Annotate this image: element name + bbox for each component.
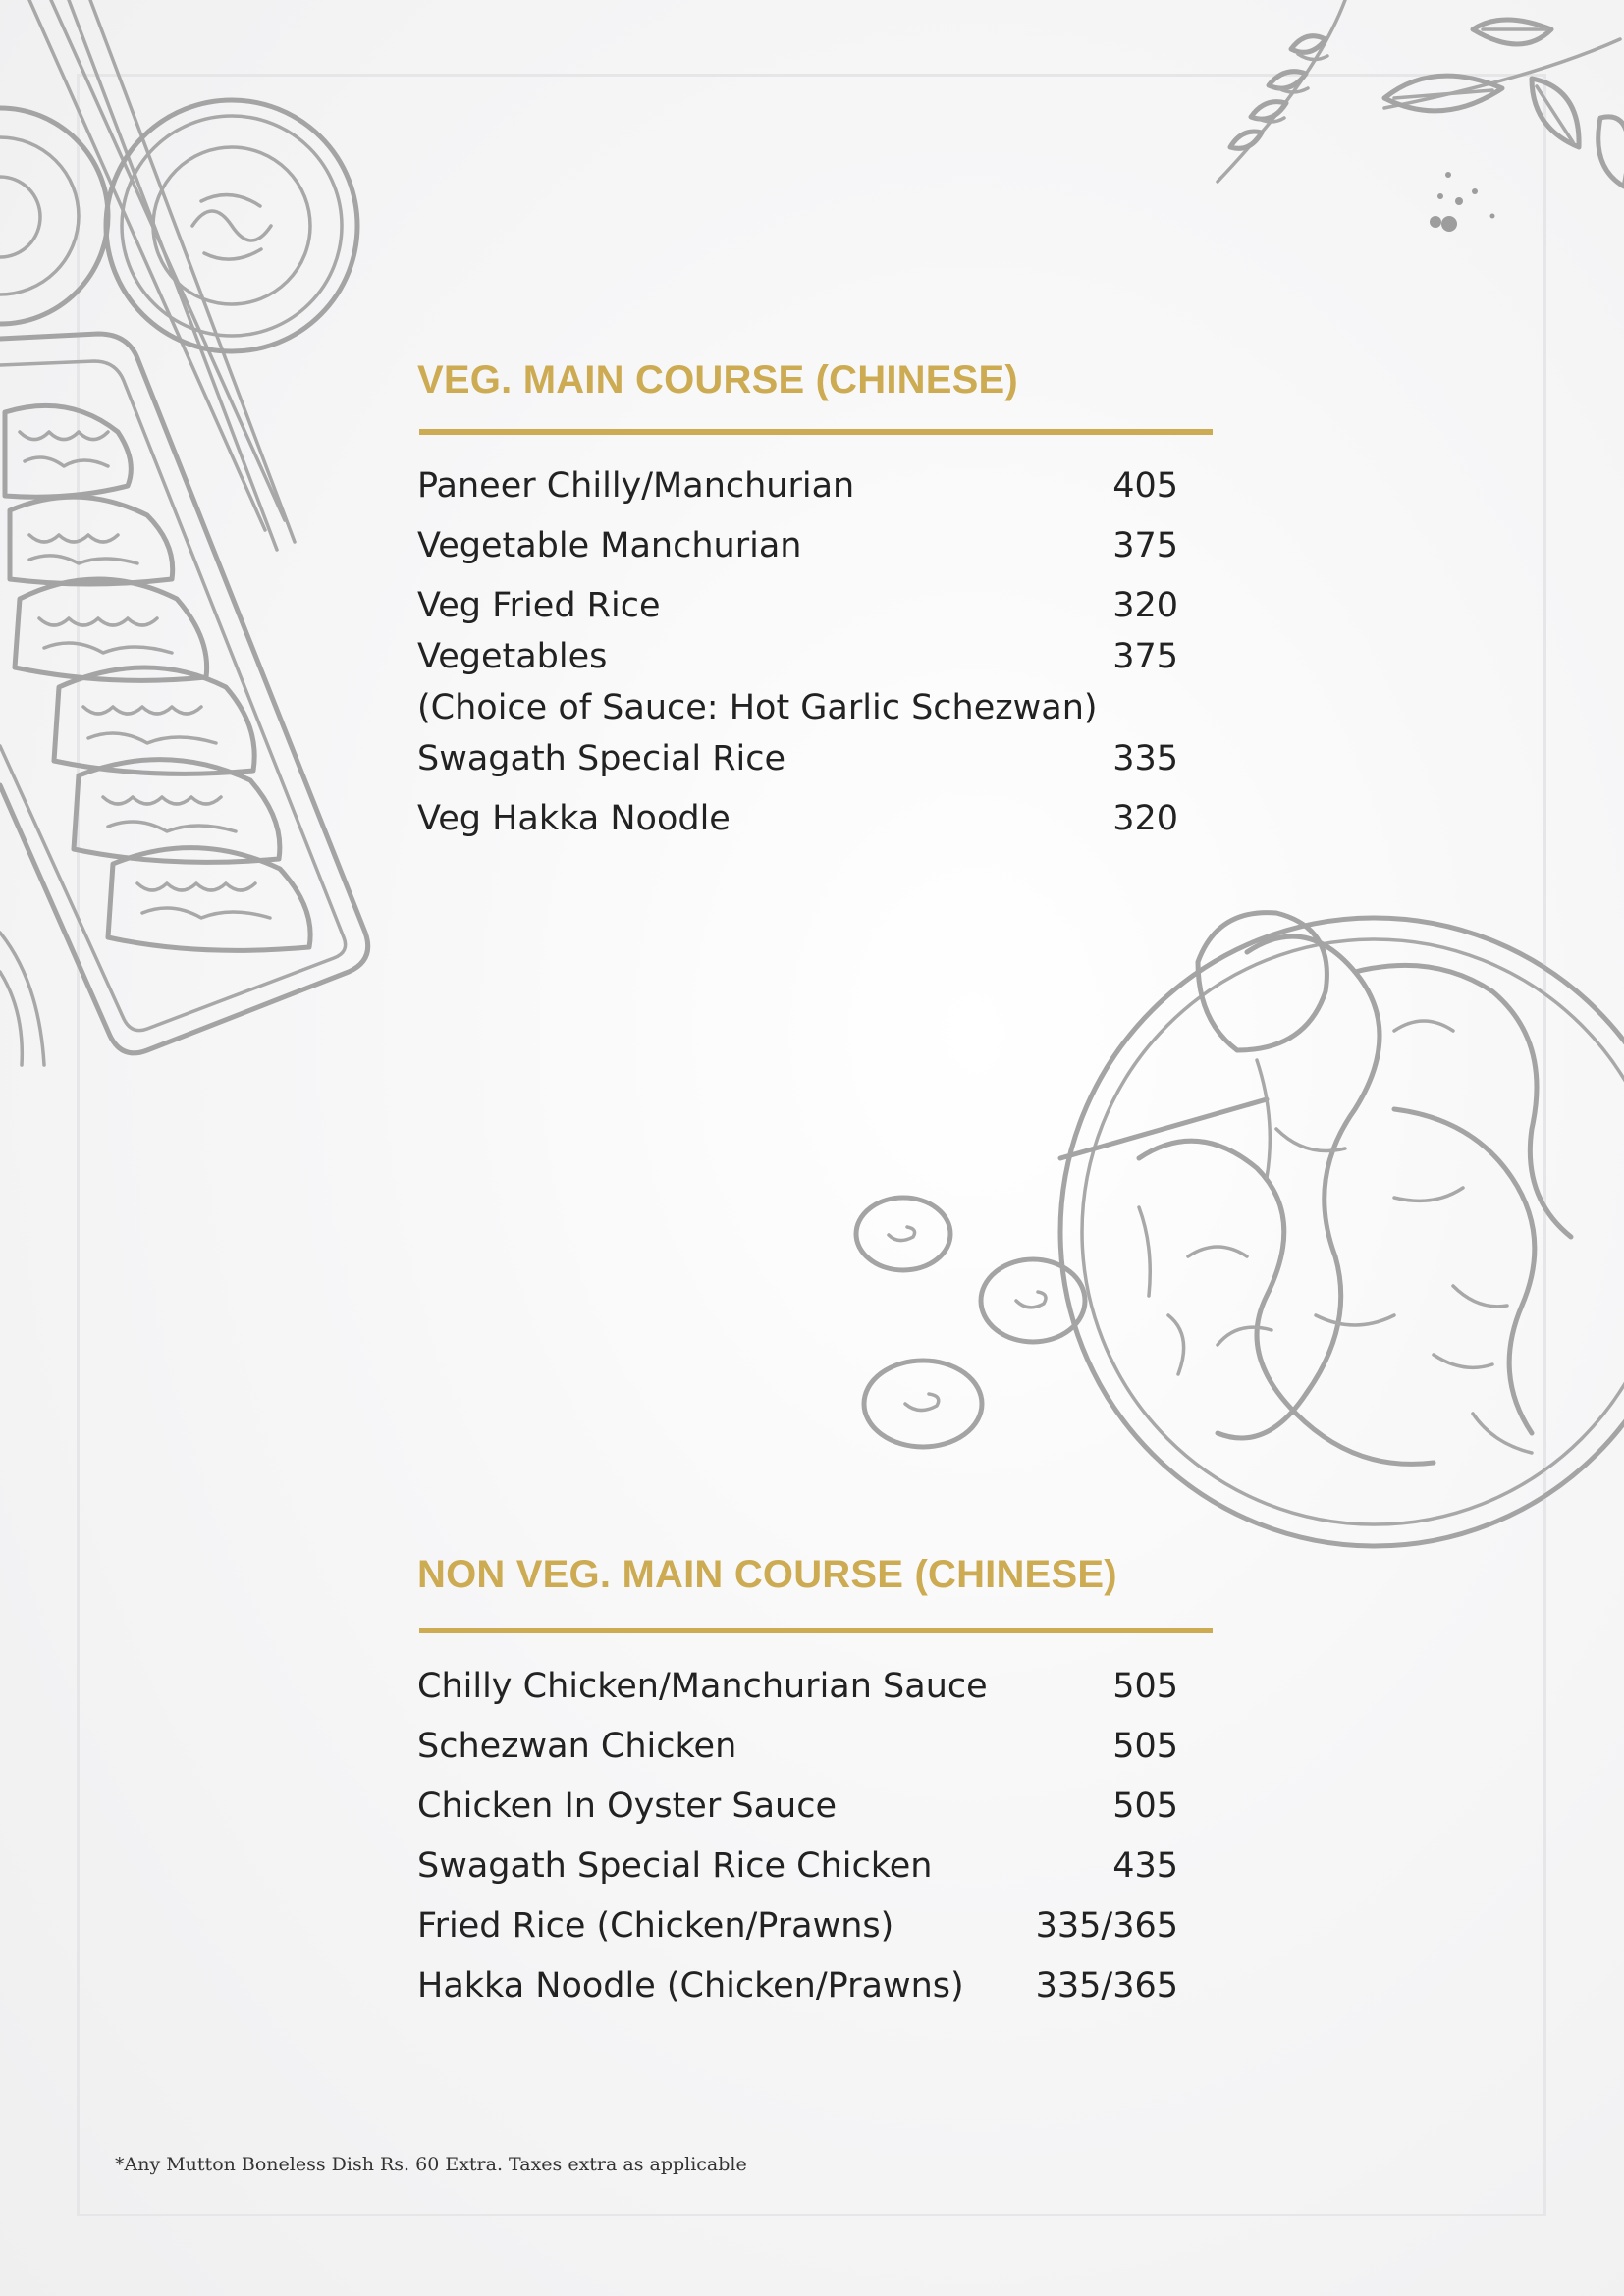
non-veg-section-title: NON VEG. MAIN COURSE (CHINESE) bbox=[417, 1553, 1117, 1596]
dumplings-chopsticks-illustration bbox=[0, 0, 393, 1070]
menu-item-price: 505 bbox=[1112, 1727, 1178, 1766]
menu-item-name: (Choice of Sauce: Hot Garlic Schezwan) bbox=[417, 688, 1098, 727]
menu-item-name: Hakka Noodle (Chicken/Prawns) bbox=[417, 1966, 964, 2005]
menu-item bbox=[417, 799, 1178, 838]
menu-item bbox=[417, 586, 1178, 625]
menu-item-name: Veg Fried Rice bbox=[417, 586, 661, 625]
noodle-bowl-icon bbox=[1060, 918, 1624, 1546]
menu-item-name: Vegetables bbox=[417, 637, 608, 676]
menu-item bbox=[417, 739, 1178, 778]
menu-item-price: 375 bbox=[1112, 637, 1178, 676]
menu-item-price: 505 bbox=[1112, 1787, 1178, 1826]
menu-item-name: Fried Rice (Chicken/Prawns) bbox=[417, 1906, 894, 1946]
menu-item-name: Schezwan Chicken bbox=[417, 1727, 737, 1766]
non-veg-section-divider bbox=[419, 1628, 1213, 1633]
herb-sprig-icon bbox=[1218, 0, 1345, 182]
menu-item-price: 335/365 bbox=[1035, 1966, 1178, 2005]
menu-item bbox=[417, 1906, 1178, 1946]
veg-section-divider bbox=[419, 429, 1213, 435]
menu-item bbox=[417, 1966, 1178, 2005]
menu-item-name: Vegetable Manchurian bbox=[417, 526, 802, 565]
chopsticks-icon bbox=[29, 0, 295, 550]
menu-item-price: 320 bbox=[1112, 586, 1178, 625]
menu-item-name: Paneer Chilly/Manchurian bbox=[417, 466, 855, 506]
serving-tray-icon bbox=[0, 334, 368, 1053]
herb-leaves-illustration bbox=[1208, 0, 1624, 245]
noodle-bowl-illustration bbox=[844, 883, 1624, 1551]
menu-item-price: 335 bbox=[1112, 739, 1178, 778]
menu-item-price: 320 bbox=[1112, 799, 1178, 838]
mushroom-slices-icon bbox=[856, 1198, 1085, 1447]
menu-item-note bbox=[417, 688, 1178, 727]
menu-item-name: Swagath Special Rice Chicken bbox=[417, 1846, 933, 1886]
menu-item bbox=[417, 637, 1178, 676]
menu-item-price: 435 bbox=[1112, 1846, 1178, 1886]
menu-item-price: 405 bbox=[1112, 466, 1178, 506]
leaf-icon bbox=[1384, 20, 1624, 187]
menu-item bbox=[417, 1667, 1178, 1706]
menu-item bbox=[417, 1787, 1178, 1826]
menu-item-name: Chicken In Oyster Sauce bbox=[417, 1787, 837, 1826]
menu-item-name: Swagath Special Rice bbox=[417, 739, 786, 778]
menu-item-price: 375 bbox=[1112, 526, 1178, 565]
veg-section-title: VEG. MAIN COURSE (CHINESE) bbox=[417, 358, 1018, 401]
footnote: *Any Mutton Boneless Dish Rs. 60 Extra. Taxes extra as applicable bbox=[115, 2154, 747, 2175]
spice-dots-icon bbox=[1430, 172, 1495, 232]
sauce-bowl-icon bbox=[106, 100, 357, 351]
menu-item bbox=[417, 526, 1178, 565]
menu-item-name: Chilly Chicken/Manchurian Sauce bbox=[417, 1667, 988, 1706]
menu-item bbox=[417, 466, 1178, 506]
menu-item-price: 335/365 bbox=[1035, 1906, 1178, 1946]
menu-item bbox=[417, 1727, 1178, 1766]
menu-item-price: 505 bbox=[1112, 1667, 1178, 1706]
menu-item bbox=[417, 1846, 1178, 1886]
menu-item-name: Veg Hakka Noodle bbox=[417, 799, 731, 838]
